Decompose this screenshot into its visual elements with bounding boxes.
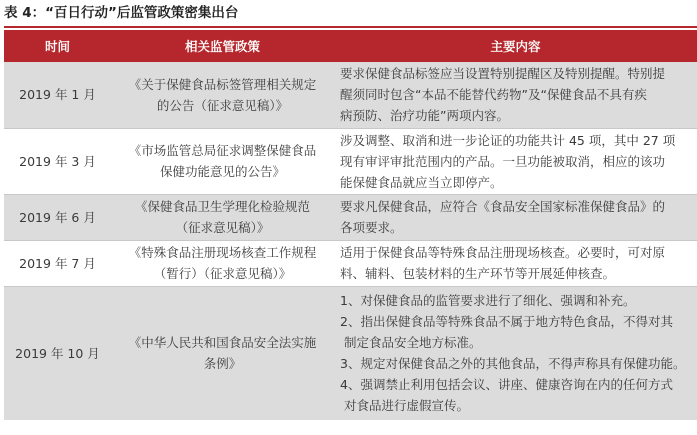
content-line: 3、规定对保健食品之外的其他食品，不得声称具有保健功能。 [340, 356, 686, 372]
row-time: 2019 年 7 月 [4, 240, 111, 286]
content-line: 适用于保健食品等特殊食品注册现场核查。必要时，可对原 [340, 245, 666, 260]
row-policy [111, 62, 334, 128]
policy-line: （暂行）（征求意见稿）》 [153, 266, 292, 281]
content-line: 4、强调禁止利用包括会议、讲座、健康咨询在内的任何方式 [340, 377, 673, 393]
header-policy: 相关监管政策 [111, 30, 334, 62]
policy-line: 《特殊食品注册现场核查工作规程 [128, 245, 317, 260]
content-line: 醒须同时包含“本品不能替代药物”及“保健食品不具有疾 [340, 87, 647, 103]
content-line: 涉及调整、取消和进一步论证的功能共计 45 项，其中 27 项 [340, 132, 676, 148]
content-line: 现有审评审批范围内的产品。一旦功能被取消，相应的该功 [340, 153, 666, 169]
caption-rule [4, 26, 697, 28]
content-line: 料、辅料、包装材料的生产环节等开展延伸核查。 [340, 266, 616, 281]
table-row [4, 240, 697, 286]
table-header-row [4, 30, 697, 62]
policy-line: 条例》 [203, 356, 242, 372]
row-time: 2019 年 1 月 [4, 62, 111, 128]
policy-line: 《保健食品卫生学理化检验规范 [134, 199, 310, 214]
policy-line: 的公告（征求意见稿）》 [156, 97, 289, 113]
row-content [334, 128, 697, 194]
content-line: 1、对保健食品的监管要求进行了细化、强调和补充。 [340, 293, 636, 309]
row-content [334, 62, 697, 128]
table-row [4, 128, 697, 194]
content-line: 病预防、治疗功能”两项内容。 [340, 108, 509, 124]
row-policy [111, 240, 334, 286]
header-time: 时间 [4, 30, 111, 62]
content-line: 制定食品安全地方标准。 [344, 335, 482, 351]
row-policy [111, 286, 334, 420]
policy-line: 《中华人民共和国食品安全法实施 [128, 335, 317, 351]
content-line: 能保健食品就应当立即停产。 [340, 174, 503, 190]
content-line: 2、指出保健食品等特殊食品不属于地方特色食品，不得对其 [340, 314, 673, 330]
table-caption: 表 4：“百日行动”后监管政策密集出台 [4, 5, 239, 21]
row-content [334, 194, 697, 240]
content-line: 要求保健食品标签应当设置特别提醒区及特别提醒。特别提 [340, 66, 666, 82]
policy-line: 《市场监管总局征求调整保健食品 [128, 143, 317, 158]
policy-line: 保健功能意见的公告》 [159, 164, 285, 179]
policy-table [4, 30, 697, 420]
policy-line: 《关于保健食品标签管理相关规定 [128, 76, 317, 92]
row-time: 2019 年 6 月 [4, 194, 111, 240]
content-line: 各项要求。 [340, 220, 403, 235]
table-row [4, 62, 697, 128]
row-content [334, 286, 697, 420]
header-content: 主要内容 [334, 30, 697, 62]
row-policy [111, 194, 334, 240]
policy-line: （征求意见稿）》 [175, 220, 270, 235]
row-content [334, 240, 697, 286]
row-time: 2019 年 3 月 [4, 128, 111, 194]
row-policy [111, 128, 334, 194]
table-row [4, 286, 697, 420]
row-time: 2019 年 10 月 [4, 286, 111, 420]
content-line: 对食品进行虚假宣传。 [344, 398, 470, 414]
content-line: 要求凡保健食品，应符合《食品安全国家标准保健食品》的 [340, 199, 666, 214]
table-row [4, 194, 697, 240]
